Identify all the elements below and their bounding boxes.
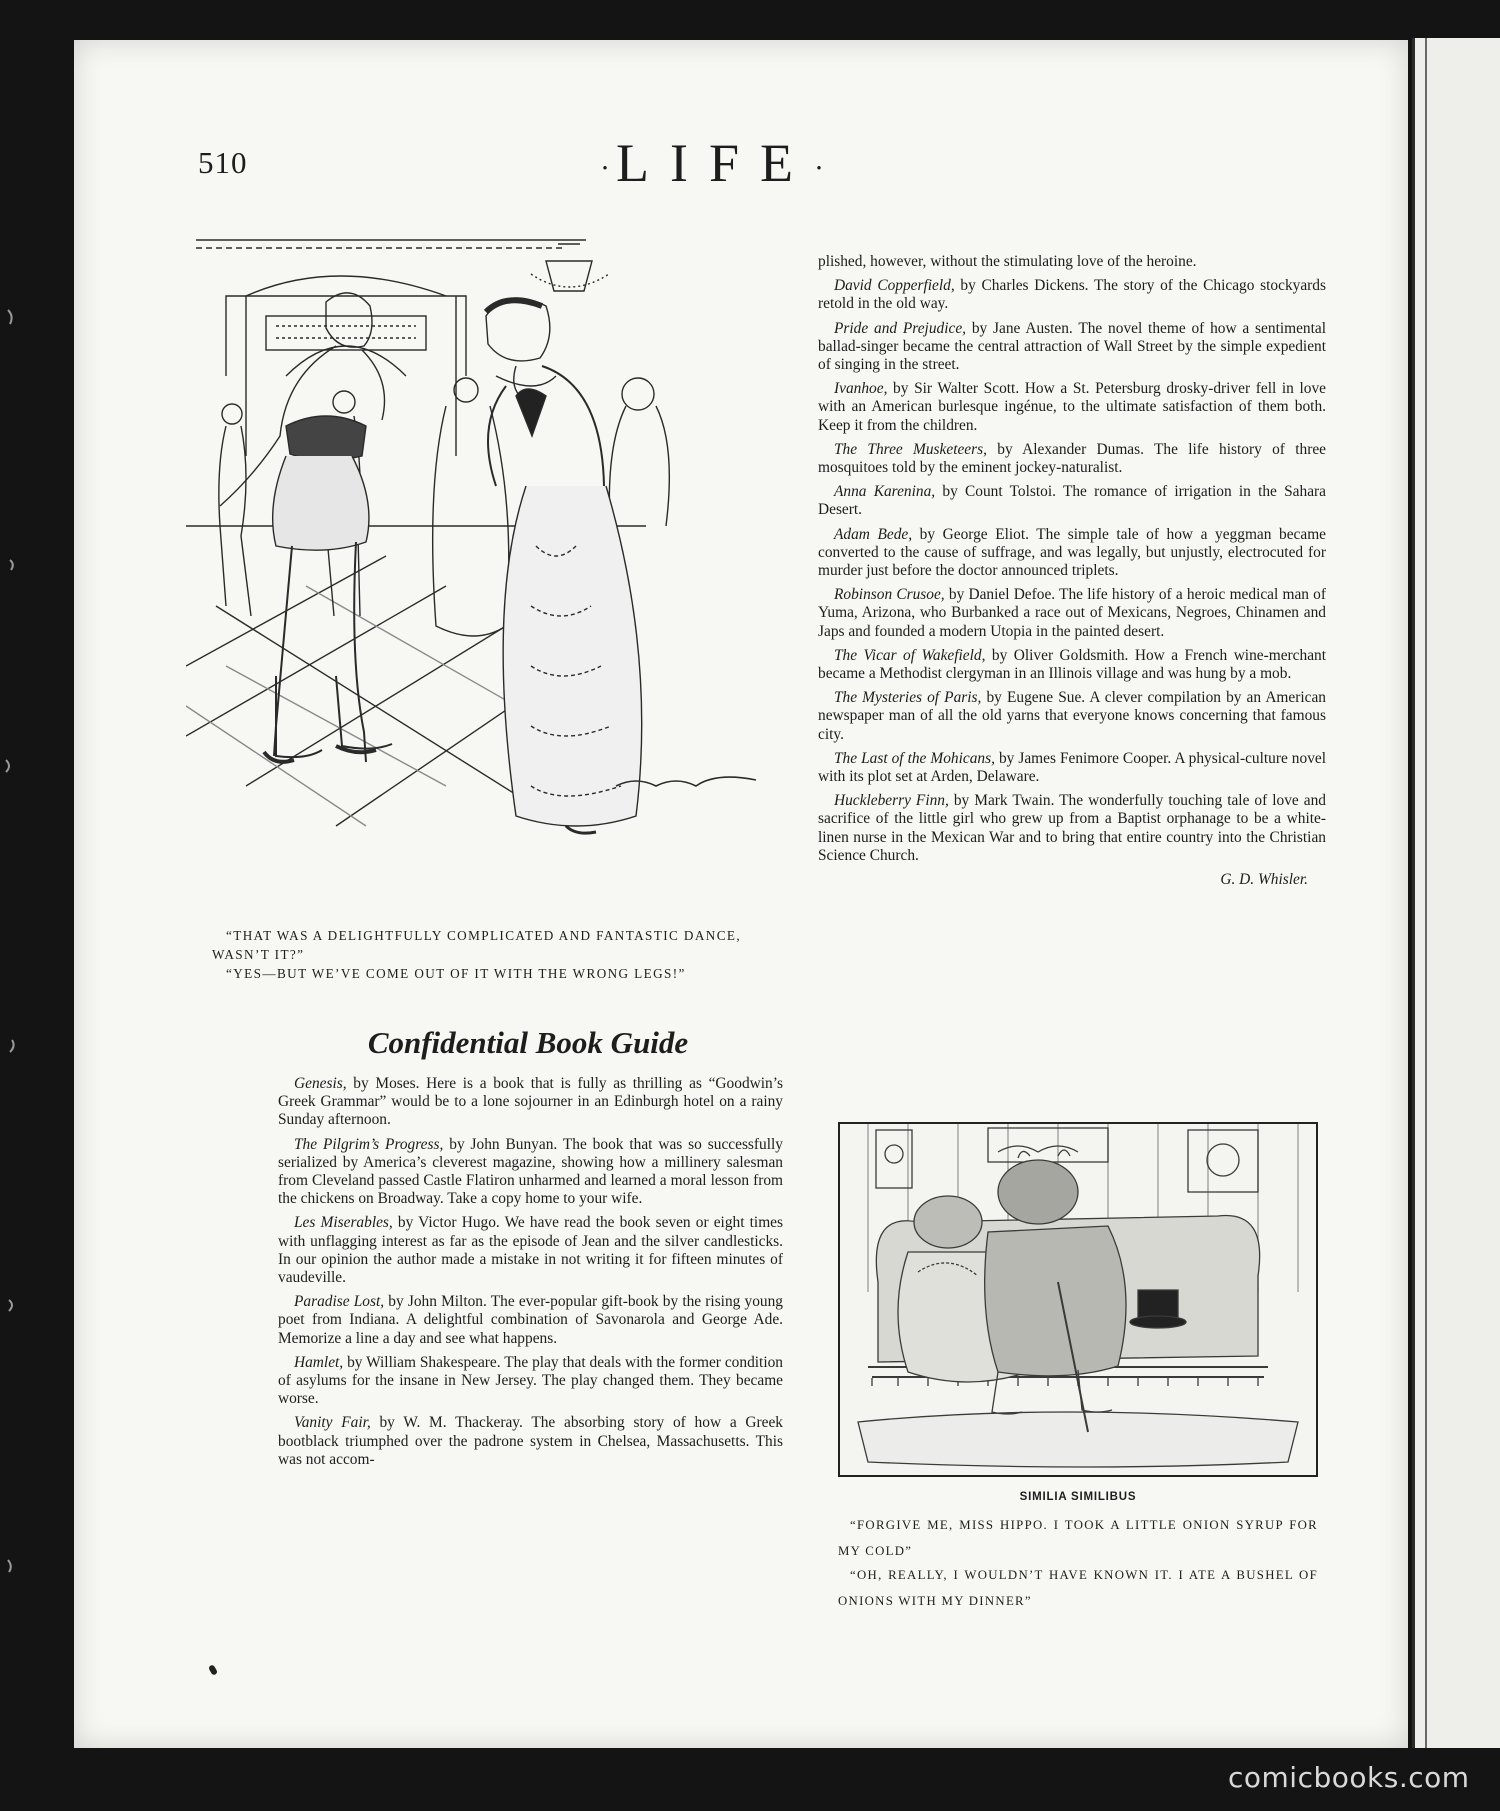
book-description: by Daniel Defoe. The life history of a heroic medical man of Yuma, Arizona, who Burbanked a race out of Mexicans, Negroes, Chinamen and Japs and founded a modern Utopia in the painted desert. (818, 586, 1327, 640)
book-title: Ivanhoe, (834, 380, 888, 398)
caption-line: “YES—BUT WE’VE COME OUT OF IT WITH THE WRONG LEGS!” (226, 966, 686, 981)
book-description: by Alexander Dumas. The life history of three mosquitoes told by the eminent jockey-naturalist. (818, 440, 1326, 477)
book-entry (818, 689, 1326, 744)
book-description: by John Milton. The ever-popular gift-book by the rising young poet from Indiana. A delightful combination of Savonarola and George Ade. Memorize a line a day and see what happens. (278, 1293, 783, 1347)
book-title: David Copperfield, (834, 277, 955, 295)
book-title: The Mysteries of Paris, (834, 689, 982, 707)
hippo-cartoon-caption (838, 1512, 1318, 1614)
book-entry (278, 1414, 783, 1469)
book-description: by William Shakespeare. The play that deals with the former condition of asylums for the insane in New Jersey. The play changed them. They became worse. (278, 1353, 783, 1408)
caption-line: “OH, REALLY, I WOULDN’T HAVE KNOWN IT. I ATE A BUSHEL OF ONIONS WITH MY DINNER” (838, 1568, 1318, 1608)
article-title: Confidential Book Guide (367, 1025, 689, 1060)
caption-line: “FORGIVE ME, MISS HIPPO. I TOOK A LITTLE ONION SYRUP FOR MY COLD” (838, 1518, 1318, 1558)
book-description: by Moses. Here is a book that is fully as thrilling as “Goodwin’s Greek Grammar” would be to a lone sojourner in an Edinburgh hotel on a rainy Sunday afternoon. (278, 1075, 783, 1129)
book-entry (278, 1354, 783, 1409)
masthead: ·LIFE· (600, 133, 830, 193)
book-title: The Vicar of Wakefield, (834, 646, 986, 664)
book-description: by Victor Hugo. We have read the book seven or eight times with unflagging interest as far as the episode of Jean and the silver candlesticks. In our opinion the author made a mistake in not writing it for fifteen minutes of vaudeville. (278, 1214, 783, 1287)
book-description: by Oliver Goldsmith. How a French wine-merchant became a Methodist clergyman in an Illinois village and was hung by a mob. (818, 646, 1326, 683)
book-title: The Pilgrim’s Progress, (294, 1135, 444, 1153)
book-description: by John Bunyan. The book that was so successfully serialized by America’s cleverest magazine, showing how a millinery salesman from Cleveland passed Castle Flatiron unharmed and learned a moral lesson from the chickens on Broadway. Take a copy home to your wife. (278, 1135, 783, 1208)
book-entry (818, 320, 1326, 375)
book-title: The Three Musketeers, (834, 440, 987, 458)
book-entry (818, 441, 1326, 477)
book-entry (818, 586, 1326, 641)
binding-edge (0, 0, 40, 1811)
book-entry (278, 1075, 783, 1130)
book-description: by Sir Walter Scott. How a St. Petersburg drosky-driver fell in love with an American burlesque ingénue, to the ultimate satisfaction of them both. Keep it from the children. (818, 380, 1326, 434)
book-description: by Charles Dickens. The story of the Chicago stockyards retold in the old way. (818, 277, 1326, 313)
book-entry (818, 483, 1326, 519)
book-title: Huckleberry Finn, (834, 792, 949, 810)
book-entry (278, 1214, 783, 1287)
book-description: by Count Tolstoi. The romance of irrigation in the Sahara Desert. (818, 483, 1327, 519)
book-title: Hamlet, (294, 1353, 344, 1371)
site-watermark: comicbooks.com (1228, 1761, 1470, 1794)
book-entry (818, 792, 1326, 865)
book-description: by George Eliot. The simple tale of how a yeggman became converted to the cause of suffrage, and was legally, but unjustly, electrocuted for murder just before the doctor announced triplets. (818, 525, 1326, 580)
facing-page-edge (1412, 38, 1500, 1748)
hippo-cartoon-title: SIMILIA SIMILIBUS (1019, 1491, 1137, 1503)
book-title: Pride and Prejudice, (834, 319, 967, 337)
author-signature: G. D. Whisler. (1220, 871, 1308, 889)
book-entry (818, 526, 1326, 581)
page-number: 510 (198, 145, 248, 180)
book-entry (818, 750, 1326, 786)
hippo-cartoon-illustration (838, 1122, 1318, 1477)
book-description: by Jane Austen. The novel theme of how a sentimental ballad-singer became the central attraction of Wall Street by the simple expedient of singing in the street. (818, 319, 1327, 374)
book-title: Vanity Fair, (294, 1414, 371, 1432)
book-entry (818, 277, 1326, 313)
article-column-right (818, 253, 1326, 889)
dance-cartoon-caption (212, 926, 792, 983)
book-title: Anna Karenina, (834, 483, 936, 501)
book-description: by James Fenimore Cooper. A physical-culture novel with its plot set at Arden, Delaware. (818, 749, 1326, 786)
book-entry (278, 1136, 783, 1209)
book-title: Les Miserables, (294, 1214, 393, 1232)
article-column-left (278, 1075, 783, 1475)
book-title: Genesis, (294, 1075, 347, 1092)
book-entry (818, 380, 1326, 435)
book-description: by Eugene Sue. A clever compilation by an American newspaper man of all the old yarns that everyone knows concerning that famous city. (818, 689, 1326, 743)
book-title: Paradise Lost, (294, 1293, 385, 1311)
book-title: The Last of the Mohicans, (834, 749, 995, 767)
book-description: by W. M. Thackeray. The absorbing story of how a Greek bootblack triumphed over the padrone system in Chelsea, Massachusetts. This was not accom- (278, 1414, 783, 1468)
book-entry (278, 1293, 783, 1348)
book-entry (818, 647, 1326, 683)
dance-cartoon-illustration (186, 226, 796, 906)
masthead-title: LIFE (616, 133, 814, 193)
caption-line: “THAT WAS A DELIGHTFULLY COMPLICATED AND FANTASTIC DANCE, WASN’T IT?” (212, 928, 742, 962)
book-title: Robinson Crusoe, (834, 586, 945, 604)
book-title: Adam Bede, (834, 525, 913, 543)
book-description: by Mark Twain. The wonderfully touching tale of love and sacrifice of the little girl who grew up from a Baptist orphanage to be a white-linen nurse in the Mexican War and to bring that entire country into the Christian Science Church. (818, 792, 1326, 864)
continued-text: plished, however, without the stimulating love of the heroine. (818, 253, 1197, 270)
